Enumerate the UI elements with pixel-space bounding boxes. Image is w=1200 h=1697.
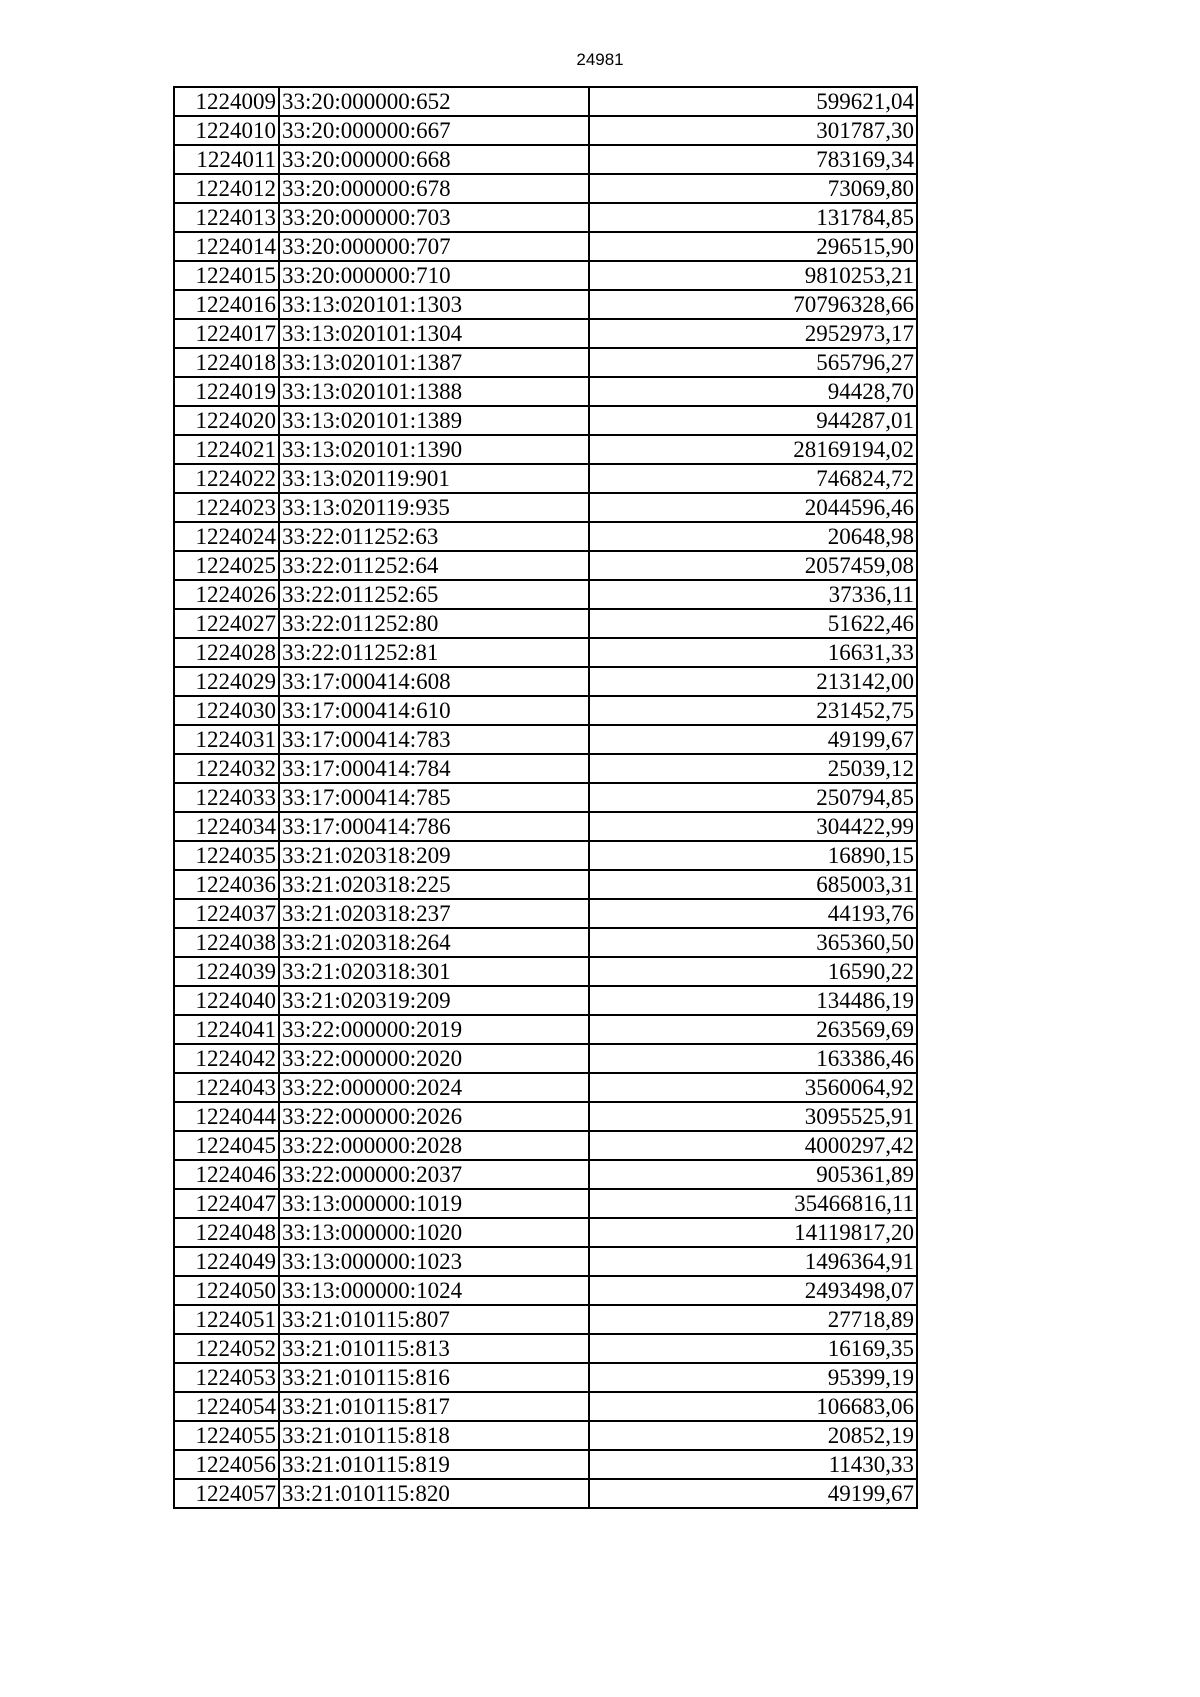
row-id-cell: 1224039 bbox=[174, 957, 279, 986]
table-row bbox=[174, 609, 917, 638]
cadastral-value-cell: 49199,67 bbox=[589, 1479, 917, 1508]
cadastral-value-cell: 16890,15 bbox=[589, 841, 917, 870]
table-row bbox=[174, 638, 917, 667]
table-body bbox=[174, 87, 917, 1508]
cadastral-value-cell: 20852,19 bbox=[589, 1421, 917, 1450]
row-id-cell: 1224014 bbox=[174, 232, 279, 261]
cadastral-value-cell: 2952973,17 bbox=[589, 319, 917, 348]
table-row bbox=[174, 232, 917, 261]
cadastral-number-cell: 33:20:000000:668 bbox=[279, 145, 589, 174]
cadastral-number-cell: 33:13:020101:1304 bbox=[279, 319, 589, 348]
cadastral-value-cell: 213142,00 bbox=[589, 667, 917, 696]
table-row bbox=[174, 1131, 917, 1160]
row-id-cell: 1224029 bbox=[174, 667, 279, 696]
row-id-cell: 1224050 bbox=[174, 1276, 279, 1305]
cadastral-number-cell: 33:17:000414:610 bbox=[279, 696, 589, 725]
table-row bbox=[174, 1479, 917, 1508]
cadastral-number-cell: 33:20:000000:667 bbox=[279, 116, 589, 145]
cadastral-value-cell: 944287,01 bbox=[589, 406, 917, 435]
cadastral-value-cell: 365360,50 bbox=[589, 928, 917, 957]
cadastral-value-cell: 231452,75 bbox=[589, 696, 917, 725]
cadastral-value-cell: 3560064,92 bbox=[589, 1073, 917, 1102]
cadastral-number-cell: 33:21:010115:816 bbox=[279, 1363, 589, 1392]
table-row bbox=[174, 1450, 917, 1479]
table-row bbox=[174, 551, 917, 580]
cadastral-number-cell: 33:22:000000:2020 bbox=[279, 1044, 589, 1073]
cadastral-value-cell: 106683,06 bbox=[589, 1392, 917, 1421]
cadastral-number-cell: 33:21:020318:301 bbox=[279, 957, 589, 986]
cadastral-number-cell: 33:20:000000:678 bbox=[279, 174, 589, 203]
cadastral-number-cell: 33:22:000000:2024 bbox=[279, 1073, 589, 1102]
cadastral-number-cell: 33:21:010115:819 bbox=[279, 1450, 589, 1479]
cadastral-number-cell: 33:21:020318:225 bbox=[279, 870, 589, 899]
row-id-cell: 1224054 bbox=[174, 1392, 279, 1421]
cadastral-value-cell: 16590,22 bbox=[589, 957, 917, 986]
cadastral-number-cell: 33:21:020318:264 bbox=[279, 928, 589, 957]
row-id-cell: 1224047 bbox=[174, 1189, 279, 1218]
cadastral-value-cell: 163386,46 bbox=[589, 1044, 917, 1073]
cadastral-value-cell: 51622,46 bbox=[589, 609, 917, 638]
table-row bbox=[174, 464, 917, 493]
cadastral-number-cell: 33:20:000000:707 bbox=[279, 232, 589, 261]
row-id-cell: 1224041 bbox=[174, 1015, 279, 1044]
cadastral-value-table bbox=[173, 86, 918, 1509]
table-row bbox=[174, 435, 917, 464]
cadastral-value-cell: 599621,04 bbox=[589, 87, 917, 116]
cadastral-value-cell: 250794,85 bbox=[589, 783, 917, 812]
row-id-cell: 1224026 bbox=[174, 580, 279, 609]
cadastral-number-cell: 33:13:020101:1390 bbox=[279, 435, 589, 464]
table-row bbox=[174, 812, 917, 841]
cadastral-number-cell: 33:20:000000:652 bbox=[279, 87, 589, 116]
table-row bbox=[174, 203, 917, 232]
table-row bbox=[174, 1044, 917, 1073]
table-row bbox=[174, 1276, 917, 1305]
cadastral-value-cell: 1496364,91 bbox=[589, 1247, 917, 1276]
row-id-cell: 1224020 bbox=[174, 406, 279, 435]
table-row bbox=[174, 377, 917, 406]
table-row bbox=[174, 493, 917, 522]
cadastral-number-cell: 33:22:000000:2037 bbox=[279, 1160, 589, 1189]
cadastral-value-cell: 44193,76 bbox=[589, 899, 917, 928]
cadastral-value-cell: 905361,89 bbox=[589, 1160, 917, 1189]
table-row bbox=[174, 1305, 917, 1334]
row-id-cell: 1224013 bbox=[174, 203, 279, 232]
table-row bbox=[174, 145, 917, 174]
row-id-cell: 1224053 bbox=[174, 1363, 279, 1392]
cadastral-value-cell: 35466816,11 bbox=[589, 1189, 917, 1218]
row-id-cell: 1224012 bbox=[174, 174, 279, 203]
row-id-cell: 1224037 bbox=[174, 899, 279, 928]
row-id-cell: 1224034 bbox=[174, 812, 279, 841]
row-id-cell: 1224057 bbox=[174, 1479, 279, 1508]
cadastral-value-cell: 746824,72 bbox=[589, 464, 917, 493]
table-row bbox=[174, 406, 917, 435]
table-row bbox=[174, 986, 917, 1015]
cadastral-number-cell: 33:22:000000:2028 bbox=[279, 1131, 589, 1160]
table-row bbox=[174, 261, 917, 290]
table-row bbox=[174, 174, 917, 203]
row-id-cell: 1224051 bbox=[174, 1305, 279, 1334]
table-row bbox=[174, 899, 917, 928]
cadastral-number-cell: 33:17:000414:783 bbox=[279, 725, 589, 754]
page-number: 24981 bbox=[576, 50, 624, 69]
cadastral-number-cell: 33:17:000414:785 bbox=[279, 783, 589, 812]
table-row bbox=[174, 667, 917, 696]
row-id-cell: 1224044 bbox=[174, 1102, 279, 1131]
row-id-cell: 1224024 bbox=[174, 522, 279, 551]
row-id-cell: 1224038 bbox=[174, 928, 279, 957]
table-row bbox=[174, 116, 917, 145]
row-id-cell: 1224040 bbox=[174, 986, 279, 1015]
table-row bbox=[174, 1160, 917, 1189]
row-id-cell: 1224010 bbox=[174, 116, 279, 145]
cadastral-value-cell: 301787,30 bbox=[589, 116, 917, 145]
row-id-cell: 1224033 bbox=[174, 783, 279, 812]
cadastral-number-cell: 33:20:000000:703 bbox=[279, 203, 589, 232]
cadastral-value-cell: 49199,67 bbox=[589, 725, 917, 754]
row-id-cell: 1224048 bbox=[174, 1218, 279, 1247]
cadastral-number-cell: 33:21:010115:818 bbox=[279, 1421, 589, 1450]
cadastral-value-cell: 134486,19 bbox=[589, 986, 917, 1015]
cadastral-value-cell: 685003,31 bbox=[589, 870, 917, 899]
cadastral-value-cell: 94428,70 bbox=[589, 377, 917, 406]
table-row bbox=[174, 928, 917, 957]
table-row bbox=[174, 522, 917, 551]
cadastral-number-cell: 33:13:020101:1303 bbox=[279, 290, 589, 319]
cadastral-number-cell: 33:20:000000:710 bbox=[279, 261, 589, 290]
cadastral-value-cell: 11430,33 bbox=[589, 1450, 917, 1479]
cadastral-value-cell: 783169,34 bbox=[589, 145, 917, 174]
row-id-cell: 1224052 bbox=[174, 1334, 279, 1363]
cadastral-number-cell: 33:22:011252:81 bbox=[279, 638, 589, 667]
row-id-cell: 1224027 bbox=[174, 609, 279, 638]
table-row bbox=[174, 1218, 917, 1247]
row-id-cell: 1224019 bbox=[174, 377, 279, 406]
row-id-cell: 1224031 bbox=[174, 725, 279, 754]
table-row bbox=[174, 1189, 917, 1218]
cadastral-number-cell: 33:13:020101:1389 bbox=[279, 406, 589, 435]
cadastral-value-cell: 25039,12 bbox=[589, 754, 917, 783]
cadastral-number-cell: 33:13:020119:935 bbox=[279, 493, 589, 522]
table-row bbox=[174, 725, 917, 754]
row-id-cell: 1224009 bbox=[174, 87, 279, 116]
cadastral-value-cell: 3095525,91 bbox=[589, 1102, 917, 1131]
row-id-cell: 1224022 bbox=[174, 464, 279, 493]
cadastral-number-cell: 33:21:010115:820 bbox=[279, 1479, 589, 1508]
cadastral-value-cell: 565796,27 bbox=[589, 348, 917, 377]
cadastral-number-cell: 33:17:000414:608 bbox=[279, 667, 589, 696]
table-row bbox=[174, 1363, 917, 1392]
cadastral-number-cell: 33:13:000000:1019 bbox=[279, 1189, 589, 1218]
table-row bbox=[174, 696, 917, 725]
table-row bbox=[174, 1247, 917, 1276]
cadastral-value-cell: 16169,35 bbox=[589, 1334, 917, 1363]
row-id-cell: 1224021 bbox=[174, 435, 279, 464]
cadastral-value-cell: 2044596,46 bbox=[589, 493, 917, 522]
cadastral-number-cell: 33:22:011252:63 bbox=[279, 522, 589, 551]
cadastral-number-cell: 33:22:000000:2026 bbox=[279, 1102, 589, 1131]
cadastral-number-cell: 33:22:000000:2019 bbox=[279, 1015, 589, 1044]
cadastral-number-cell: 33:13:000000:1023 bbox=[279, 1247, 589, 1276]
table-row bbox=[174, 870, 917, 899]
row-id-cell: 1224018 bbox=[174, 348, 279, 377]
row-id-cell: 1224032 bbox=[174, 754, 279, 783]
row-id-cell: 1224055 bbox=[174, 1421, 279, 1450]
table-row bbox=[174, 841, 917, 870]
row-id-cell: 1224049 bbox=[174, 1247, 279, 1276]
row-id-cell: 1224011 bbox=[174, 145, 279, 174]
row-id-cell: 1224028 bbox=[174, 638, 279, 667]
table-row bbox=[174, 348, 917, 377]
cadastral-value-cell: 70796328,66 bbox=[589, 290, 917, 319]
cadastral-value-cell: 27718,89 bbox=[589, 1305, 917, 1334]
row-id-cell: 1224030 bbox=[174, 696, 279, 725]
row-id-cell: 1224015 bbox=[174, 261, 279, 290]
cadastral-value-cell: 131784,85 bbox=[589, 203, 917, 232]
cadastral-value-cell: 263569,69 bbox=[589, 1015, 917, 1044]
row-id-cell: 1224023 bbox=[174, 493, 279, 522]
row-id-cell: 1224042 bbox=[174, 1044, 279, 1073]
table-row bbox=[174, 580, 917, 609]
cadastral-value-cell: 296515,90 bbox=[589, 232, 917, 261]
row-id-cell: 1224016 bbox=[174, 290, 279, 319]
cadastral-number-cell: 33:21:010115:817 bbox=[279, 1392, 589, 1421]
row-id-cell: 1224046 bbox=[174, 1160, 279, 1189]
cadastral-number-cell: 33:13:020101:1387 bbox=[279, 348, 589, 377]
cadastral-value-cell: 28169194,02 bbox=[589, 435, 917, 464]
table-row bbox=[174, 1392, 917, 1421]
cadastral-number-cell: 33:22:011252:64 bbox=[279, 551, 589, 580]
row-id-cell: 1224035 bbox=[174, 841, 279, 870]
row-id-cell: 1224017 bbox=[174, 319, 279, 348]
cadastral-value-cell: 14119817,20 bbox=[589, 1218, 917, 1247]
table-row bbox=[174, 87, 917, 116]
row-id-cell: 1224045 bbox=[174, 1131, 279, 1160]
cadastral-number-cell: 33:22:011252:65 bbox=[279, 580, 589, 609]
table-row bbox=[174, 754, 917, 783]
cadastral-number-cell: 33:13:020101:1388 bbox=[279, 377, 589, 406]
cadastral-value-cell: 4000297,42 bbox=[589, 1131, 917, 1160]
row-id-cell: 1224025 bbox=[174, 551, 279, 580]
table-row bbox=[174, 319, 917, 348]
cadastral-number-cell: 33:13:000000:1020 bbox=[279, 1218, 589, 1247]
table-row bbox=[174, 957, 917, 986]
cadastral-number-cell: 33:21:020318:237 bbox=[279, 899, 589, 928]
cadastral-number-cell: 33:13:000000:1024 bbox=[279, 1276, 589, 1305]
cadastral-value-cell: 9810253,21 bbox=[589, 261, 917, 290]
cadastral-number-cell: 33:17:000414:786 bbox=[279, 812, 589, 841]
cadastral-number-cell: 33:22:011252:80 bbox=[279, 609, 589, 638]
table-row bbox=[174, 290, 917, 319]
table-row bbox=[174, 783, 917, 812]
table-row bbox=[174, 1421, 917, 1450]
table-row bbox=[174, 1334, 917, 1363]
table-row bbox=[174, 1073, 917, 1102]
cadastral-value-cell: 2493498,07 bbox=[589, 1276, 917, 1305]
cadastral-value-cell: 16631,33 bbox=[589, 638, 917, 667]
row-id-cell: 1224043 bbox=[174, 1073, 279, 1102]
cadastral-value-cell: 2057459,08 bbox=[589, 551, 917, 580]
cadastral-number-cell: 33:13:020119:901 bbox=[279, 464, 589, 493]
cadastral-number-cell: 33:21:020319:209 bbox=[279, 986, 589, 1015]
cadastral-number-cell: 33:17:000414:784 bbox=[279, 754, 589, 783]
cadastral-number-cell: 33:21:010115:813 bbox=[279, 1334, 589, 1363]
cadastral-value-cell: 95399,19 bbox=[589, 1363, 917, 1392]
row-id-cell: 1224036 bbox=[174, 870, 279, 899]
table-row bbox=[174, 1015, 917, 1044]
row-id-cell: 1224056 bbox=[174, 1450, 279, 1479]
cadastral-number-cell: 33:21:010115:807 bbox=[279, 1305, 589, 1334]
cadastral-value-cell: 37336,11 bbox=[589, 580, 917, 609]
cadastral-value-cell: 304422,99 bbox=[589, 812, 917, 841]
cadastral-value-cell: 73069,80 bbox=[589, 174, 917, 203]
table-row bbox=[174, 1102, 917, 1131]
cadastral-number-cell: 33:21:020318:209 bbox=[279, 841, 589, 870]
cadastral-value-cell: 20648,98 bbox=[589, 522, 917, 551]
